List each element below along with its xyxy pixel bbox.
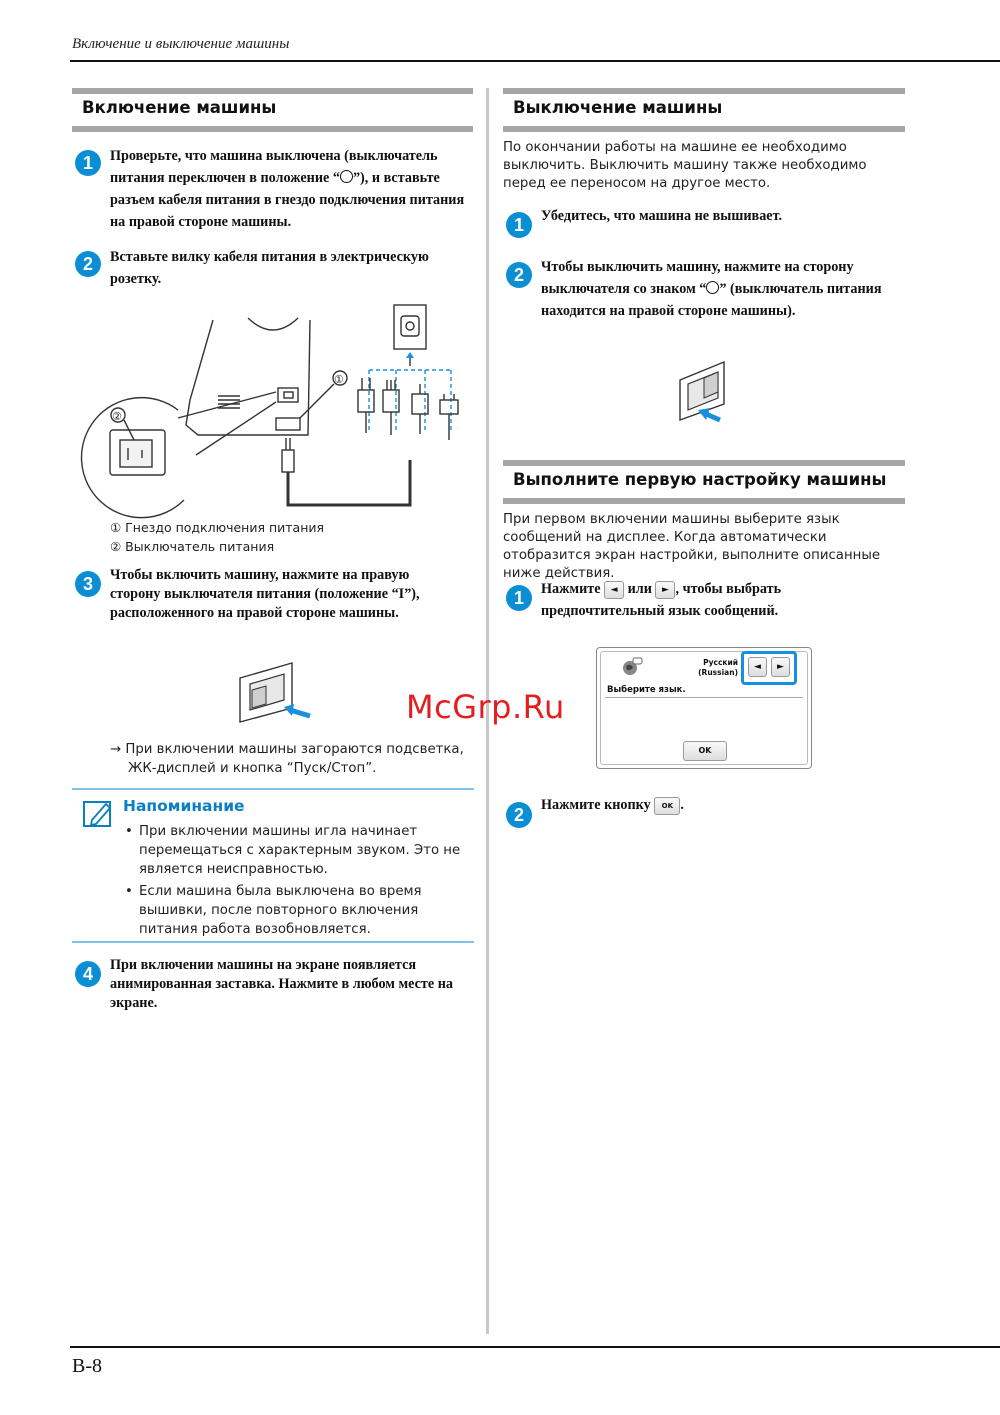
header-rule bbox=[70, 60, 1000, 62]
callout-1: ① bbox=[334, 373, 344, 386]
step-text: Чтобы включить машину, нажмите на правую сторону выключателя питания (положение “I”), расположенного на правой стороне машины. bbox=[110, 567, 420, 621]
intro-text: По окончании работы на машине ее необходимо выключить. Выключить машину также необходимо перед ее переносом на другое место. bbox=[503, 140, 867, 191]
memo-list bbox=[124, 822, 464, 942]
running-header: Включение и выключение машины bbox=[72, 36, 290, 52]
step-text: Проверьте, что машина выключена (выключатель питания переключен в положение “ ”), и вставьте разъем кабеля питания в гнездо подключения питания на правой стороне машины. bbox=[110, 148, 465, 230]
memo-pencil-icon bbox=[82, 798, 116, 830]
memo-bottom-rule bbox=[72, 941, 474, 943]
globe-icon bbox=[621, 657, 643, 677]
section-header-power-off bbox=[503, 88, 905, 132]
memo-top-rule bbox=[72, 788, 474, 790]
lcd-screen bbox=[596, 647, 812, 769]
memo-item: • При включении машины игла начинает перемещаться с характерным звуком. Это не является неисправностью. bbox=[124, 822, 464, 879]
watermark: McGrp.Ru bbox=[406, 688, 565, 726]
power-connection-figure bbox=[78, 300, 478, 520]
legend-item: ② Выключатель питания bbox=[110, 539, 275, 554]
step-number: 2 bbox=[506, 802, 532, 828]
step-number: 1 bbox=[506, 212, 532, 238]
ok-button-icon: OK bbox=[654, 797, 680, 815]
section-title: Выключение машины bbox=[513, 98, 723, 117]
legend-item: ① Гнездо подключения питания bbox=[110, 520, 325, 535]
power-off-symbol-icon bbox=[706, 281, 719, 294]
lcd-language-name: Русский (Russian) bbox=[698, 658, 738, 677]
step-text: Нажмите ◄ или ► , чтобы выбрать предпочтительный язык сообщений. bbox=[541, 581, 782, 619]
step-number: 1 bbox=[506, 585, 532, 611]
footer-rule bbox=[70, 1346, 1000, 1348]
lcd-divider bbox=[605, 697, 803, 698]
step-text: Нажмите кнопку OK . bbox=[541, 797, 684, 813]
section-header-initial-setup bbox=[503, 460, 905, 504]
result-text: → При включении машины загораются подсветка, ЖК-дисплей и кнопка “Пуск/Стоп”. bbox=[110, 742, 464, 776]
lcd-ok-button[interactable]: OK bbox=[683, 741, 727, 761]
section-title: Включение машины bbox=[82, 98, 277, 117]
intro-text: При первом включении машины выберите язык сообщений на дисплее. Когда автоматически отобразится экран настройки, выполните описанные ниже действия. bbox=[503, 512, 881, 581]
section-header-power-on bbox=[72, 88, 473, 132]
step-text: Чтобы выключить машину, нажмите на сторону выключателя со знаком “ ” (выключатель питания находится на правой стороне машины). bbox=[541, 259, 882, 319]
switch-off-figure bbox=[672, 358, 762, 428]
step-text: При включении машины на экране появляется анимированная заставка. Нажмите в любом месте на экране. bbox=[110, 957, 454, 1011]
power-off-symbol-icon bbox=[340, 170, 353, 183]
page-number: B-8 bbox=[72, 1355, 102, 1377]
callout-2: ② bbox=[112, 410, 122, 423]
step-text: Вставьте вилку кабеля питания в электрическую розетку. bbox=[110, 249, 429, 287]
step-number: 2 bbox=[506, 262, 532, 288]
lcd-next-language-button[interactable]: ► bbox=[771, 657, 790, 677]
lcd-prompt: Выберите язык. bbox=[607, 685, 686, 695]
step-text: Убедитесь, что машина не вышивает. bbox=[541, 208, 783, 224]
prev-language-button-icon: ◄ bbox=[604, 581, 624, 599]
figure-legend bbox=[110, 518, 450, 556]
step-number: 2 bbox=[75, 251, 101, 277]
step-number: 3 bbox=[75, 571, 101, 597]
step-number: 1 bbox=[75, 150, 101, 176]
memo-item: • Если машина была выключена во время вышивки, после повторного включения питания работа возобновляется. bbox=[124, 882, 464, 939]
switch-on-figure bbox=[232, 660, 322, 724]
step-number: 4 bbox=[75, 961, 101, 987]
lcd-prev-language-button[interactable]: ◄ bbox=[748, 657, 767, 677]
section-title: Выполните первую настройку машины bbox=[513, 470, 887, 489]
next-language-button-icon: ► bbox=[655, 581, 675, 599]
memo-title: Напоминание bbox=[123, 797, 245, 815]
